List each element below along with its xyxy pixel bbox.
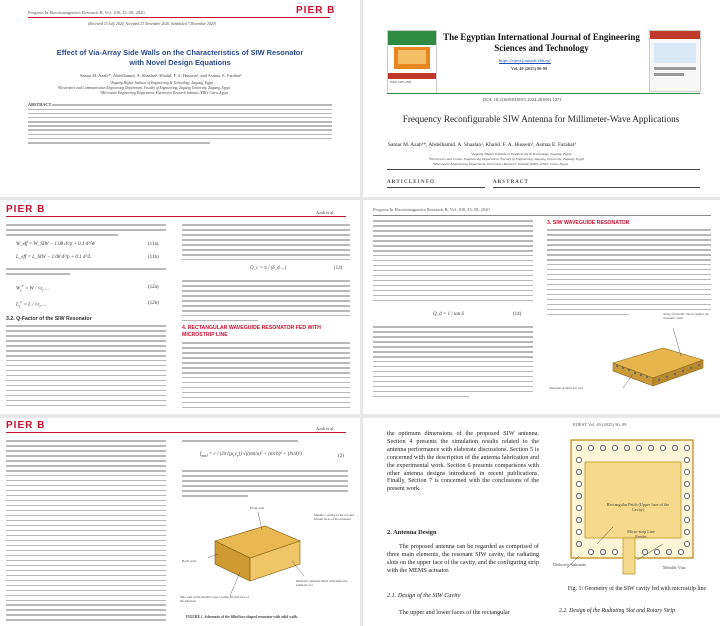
figure-caption: FIGURE 1. Schematic of the filled box-shaped resonator with solid walls.: [186, 615, 298, 619]
paper-page-4: [363, 200, 720, 414]
section-heading: 2. Antenna Design: [387, 529, 437, 536]
figure-label: Micro-strip Line Feeder: [627, 529, 655, 539]
abstract-body: [28, 109, 332, 147]
pier-logo: PIER B: [296, 5, 336, 16]
affiliation: ²Electronics and Comm. Engineering Department, Faculty of Engineering, Zagazig University, Zagazig, Egypt: [429, 157, 585, 161]
section-rule: [493, 187, 700, 188]
equation: Q_c = π / (δ_d ...): [250, 266, 287, 271]
journal-title: The Egyptian International Journal of Engineering Sciences and Technology: [443, 32, 640, 53]
equation-number: (12a): [148, 285, 159, 290]
figure-caption: Fig. 1: Geometry of the SIW cavity fed with microstrip line: [567, 586, 707, 592]
figure-label: Rectangular Patch (Upper face of the Cavity): [606, 502, 670, 512]
received-line: (Received 13 July 2020, Accepted 23 November 2020, Scheduled 7 December 2020): [88, 22, 216, 26]
affiliation: ²Electronics and Communication Engineering Department, Faculty of Engineering, Zagazig University, Zagazig, Egypt: [58, 86, 230, 90]
figure-label: Metallic coating on the top and bottom faces of the resonator: [314, 513, 354, 521]
paper-page-3: [0, 200, 360, 414]
equation-number: (14): [513, 312, 522, 317]
body-text: [182, 342, 350, 412]
pier-logo: PIER B: [6, 204, 46, 215]
abstract-label: ABSTRACT: [28, 102, 52, 107]
equation-number: (13): [334, 266, 343, 271]
volume: Vol. 49 (2025) 90-99: [511, 66, 548, 71]
paper-page-2: [363, 0, 720, 197]
figure-label: Dielectric Substrate: [553, 562, 587, 567]
abstract-label: A B S T R A C T: [493, 180, 528, 185]
equation-number: (2): [338, 454, 344, 459]
subsection-text: The upper and lower faces of the rectangular: [399, 609, 510, 616]
body-text: [182, 470, 348, 500]
equation: W_eff = W_SIW − 1.08 d²/p + 0.1 d²/W: [16, 242, 96, 247]
authors: Samar M. Azab¹*, Abdelhamid. A. Shaalan², Khalid. F. A. Hussein³, and Asmaa. E. Farahat³: [80, 73, 242, 78]
section-rule: [387, 187, 485, 188]
section-heading: 3. SIW WAVEGUIDE RESONATOR: [547, 220, 630, 226]
figure-label: Back wall: [182, 559, 196, 563]
journal-banner: [387, 30, 700, 97]
paper-page-5: [0, 418, 360, 626]
body-text: [6, 440, 166, 624]
section-heading: 3.2. Q-Factor of the SIW Resonator: [6, 316, 92, 322]
paper-title: Effect of Via-Array Side Walls on the Characteristics of SIW Resonator with Novel Design Equations: [56, 48, 304, 67]
pier-logo: PIER B: [6, 420, 46, 431]
body-text: [547, 229, 711, 319]
intro-text: the optimum dimensions of the proposed SIW antenna. Section 4 presents the simulation results related to the antenna performance with elaborate discussions. Section 5 is concerned with the description of the antenna fabrication and the experimental work. Section 6 presents comparisons with other antenna designs introduced in recent publications. Finally, Section 7 is concerned with the conclusions of the present work.: [387, 430, 539, 493]
body-text: [373, 326, 533, 401]
article-info-rule: [387, 169, 700, 170]
figure-label: Dielectric substrate filled with dielectric substrate of ε: [296, 579, 348, 587]
paper-page-1: [0, 0, 360, 197]
header-rule: [373, 215, 711, 216]
running-head: Azab et al.: [316, 210, 335, 215]
equation: Q_d = 1 / tan δ: [433, 312, 464, 317]
figure-label: Metallic Vias: [663, 565, 686, 570]
journal-header: Progress In Electromagnetics Research B, Vol. 108, 35–58, 2020: [28, 10, 145, 15]
article-info-label: A R T I C L E I N F O: [387, 180, 434, 185]
body-text: [6, 268, 166, 278]
affiliation: ¹Zagazig Higher Institute of Engineering & Technology, Zagazig, Egypt: [110, 81, 214, 85]
journal-header: Progress In Electromagnetics Research B, Vol. 108, 35–58, 2020: [373, 207, 490, 212]
body-text: [373, 220, 533, 305]
body-text: [6, 224, 166, 239]
figure-label: Front wall: [250, 506, 265, 510]
paper-page-6: [363, 418, 720, 626]
header-rule: [6, 432, 346, 433]
box-resonator-figure: [200, 506, 310, 606]
journal-url[interactable]: https://eijest.journals.ekb.eg/: [499, 58, 551, 63]
journal-cover-image: [387, 30, 437, 94]
figure-label: Substrate of dielectric loss: [549, 386, 583, 390]
doi[interactable]: DOI: 10.21608/EIJEST.2024.283894.1271: [483, 97, 562, 102]
subsection-heading: 2.1. Design of the SIW Cavity: [387, 592, 461, 599]
paper-title: Frequency Reconfigurable SIW Antenna for Millimeter-Wave Applications: [402, 114, 680, 124]
equation-number: (11a): [148, 242, 159, 247]
header-rule: [28, 17, 330, 18]
affiliation: ³Microwave Engineering Department, Electronics Research Institute (ERI), 11843, Cairo, Egypt: [433, 162, 568, 166]
affiliation: ³Microwave Engineering Department, Electronics Research Institute (ERI), Cairo, Egypt: [100, 91, 228, 95]
equation-number: (11b): [148, 255, 159, 260]
body-text: [182, 224, 350, 264]
siw-resonator-figure: [603, 318, 713, 398]
equation: $f_{mnl} = c / (2\pi√(\mu_r\varepsilon_r)) √((m\pi/a)^2 + (n\pi/b)^2 + (l\pi/d)^2)$: [200, 452, 303, 458]
header-rule: [6, 216, 346, 217]
body-text: [182, 280, 350, 325]
design-text: The proposed antenna can be regarded as comprised of three main elements, the resonant SIW cavity, the radiating slots on the upper face of the cavity, and the configuring strip with the MEMS actuator.: [387, 543, 539, 574]
authors: Samar M. Azab¹*, Abdelhamid. A. Shaalan², Khalid. F. A. Hussein³, Asmaa E. Farahat³: [388, 142, 576, 148]
subsection-heading: 2.2. Design of the Radiating Slot and Rotary Strip: [559, 608, 675, 614]
body-text: [6, 325, 166, 410]
doi-rule: [387, 93, 700, 94]
affiliation: ¹Zagazig Higher Institute of Engineering & Technology, Zagazig, Egypt: [471, 152, 572, 156]
equation: L_eff = L_SIW − 1.08 d²/p + 0.1 d²/L: [16, 255, 92, 260]
issn: ISSN: 1687-1006: [390, 80, 412, 84]
journal-logo-image: [649, 30, 701, 92]
running-head: Azab et al.: [316, 426, 335, 431]
equation: $L_\varepsilon^e = L / √\varepsilon_r$ ...: [16, 299, 47, 309]
section-heading: 4. RECTANGULAR WAVEGUIDE RESONATOR FED WITH MICROSTRIP LINE: [182, 325, 321, 338]
equation: $W_\varepsilon^e = W / √\varepsilon_r$ ...: [16, 283, 49, 293]
journal-header: EIJEST Vol. 49 (2025) 90–99: [573, 422, 627, 427]
body-text: [182, 440, 348, 445]
figure-label: Array of metallic vias to replace the resonator walls: [663, 312, 709, 320]
figure-label: Side wall: Solid metallic layer coating the side face of the substrate: [180, 595, 249, 603]
equation-number: (12b): [148, 301, 159, 306]
